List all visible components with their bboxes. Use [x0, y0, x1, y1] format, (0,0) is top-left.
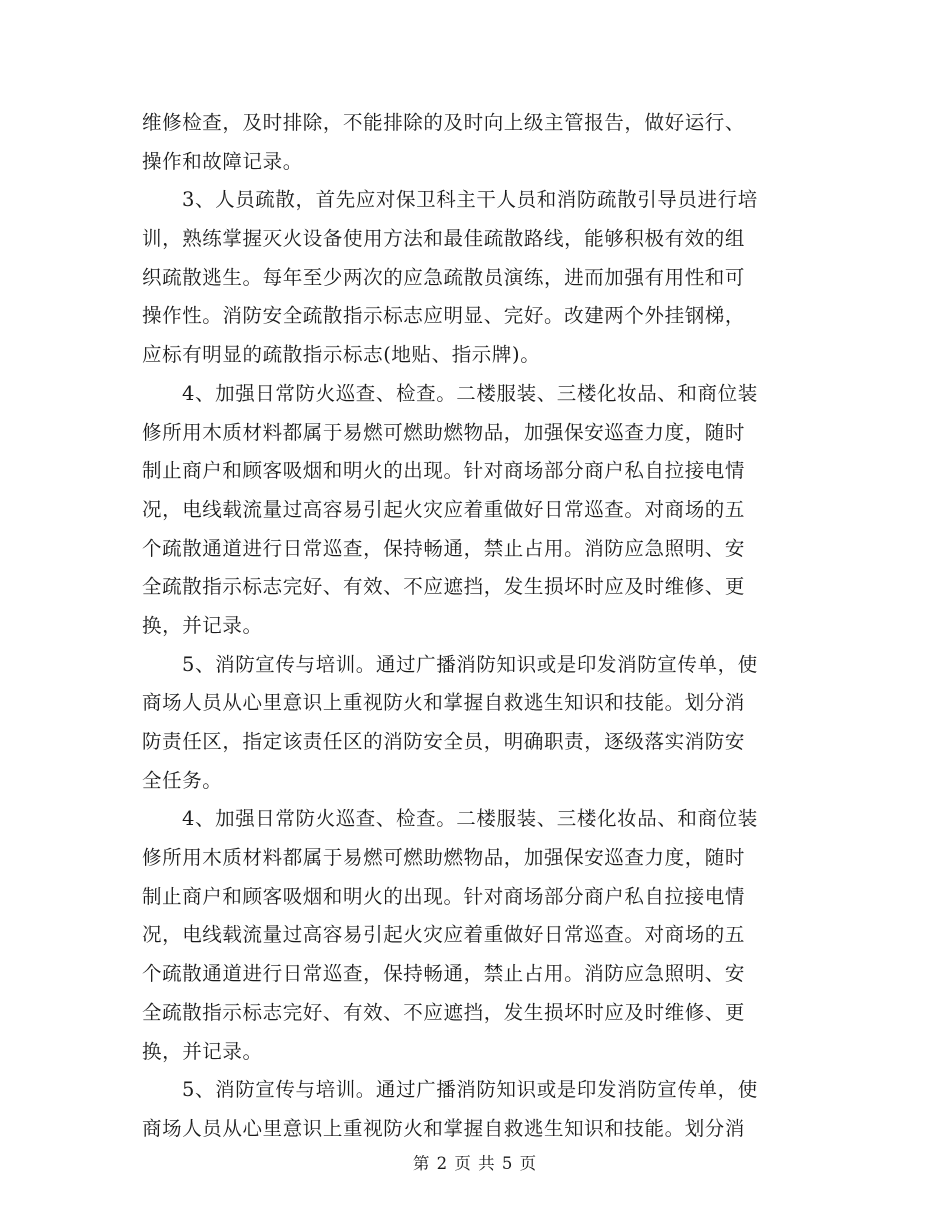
- text-line: 织疏散逃生。每年至少两次的应急疏散员演练，进而加强有用性和可: [142, 265, 746, 289]
- body-text: [142, 104, 808, 1149]
- text-line: 全任务。: [142, 768, 223, 792]
- paragraph-start-line: 4、加强日常防火巡查、检查。二楼服装、三楼化妆品、和商位装: [182, 807, 758, 831]
- paragraph-start-line: 4、加强日常防火巡查、检查。二楼服装、三楼化妆品、和商位装: [182, 381, 758, 405]
- text-line: 全疏散指示标志完好、有效、不应遮挡，发生损坏时应及时维修、更: [142, 575, 746, 599]
- text-line: 个疏散通道进行日常巡查，保持畅通，禁止占用。消防应急照明、安: [142, 536, 746, 560]
- text-line: 修所用木质材料都属于易燃可燃助燃物品，加强保安巡查力度，随时: [142, 846, 746, 870]
- paragraph-start-line: 3、人员疏散，首先应对保卫科主干人员和消防疏散引导员进行培: [182, 188, 758, 212]
- text-line: 换，并记录。: [142, 1039, 263, 1063]
- text-line: 全疏散指示标志完好、有效、不应遮挡，发生损坏时应及时维修、更: [142, 1000, 746, 1024]
- text-line: 维修检查，及时排除，不能排除的及时向上级主管报告，做好运行、: [142, 111, 746, 134]
- paragraph-start-line: 5、消防宣传与培训。通过广播消防知识或是印发消防宣传单，使: [182, 1078, 758, 1102]
- text-line: 个疏散通道进行日常巡查，保持畅通，禁止占用。消防应急照明、安: [142, 962, 746, 986]
- text-line: 操作性。消防安全疏散指示标志应明显、完好。改建两个外挂钢梯，: [142, 304, 746, 328]
- paragraph-start-line: 5、消防宣传与培训。通过广播消防知识或是印发消防宣传单，使: [182, 652, 758, 676]
- text-line: 制止商户和顾客吸烟和明火的出现。针对商场部分商户私自拉接电情: [142, 459, 746, 483]
- text-line: 修所用木质材料都属于易燃可燃助燃物品，加强保安巡查力度，随时: [142, 420, 746, 444]
- text-line: 制止商户和顾客吸烟和明火的出现。针对商场部分商户私自拉接电情: [142, 884, 746, 908]
- text-line: 况，电线载流量过高容易引起火灾应着重做好日常巡查。对商场的五: [142, 497, 746, 521]
- text-line: 商场人员从心里意识上重视防火和掌握自救逃生知识和技能。划分消: [142, 1116, 746, 1140]
- text-line: 操作和故障记录。: [142, 149, 303, 173]
- text-line: 商场人员从心里意识上重视防火和掌握自救逃生知识和技能。划分消: [142, 691, 746, 715]
- text-line: 况，电线载流量过高容易引起火灾应着重做好日常巡查。对商场的五: [142, 923, 746, 947]
- text-line: 应标有明显的疏散指示标志(地贴、指示牌)。: [142, 343, 541, 367]
- page-number-footer: 第 2 页 共 5 页: [412, 1154, 538, 1173]
- text-line: 训，熟练掌握灭火设备使用方法和最佳疏散路线，能够积极有效的组: [142, 227, 746, 251]
- text-line: 换，并记录。: [142, 613, 263, 637]
- text-line: 防责任区，指定该责任区的消防安全员，明确职责，逐级落实消防安: [142, 730, 746, 753]
